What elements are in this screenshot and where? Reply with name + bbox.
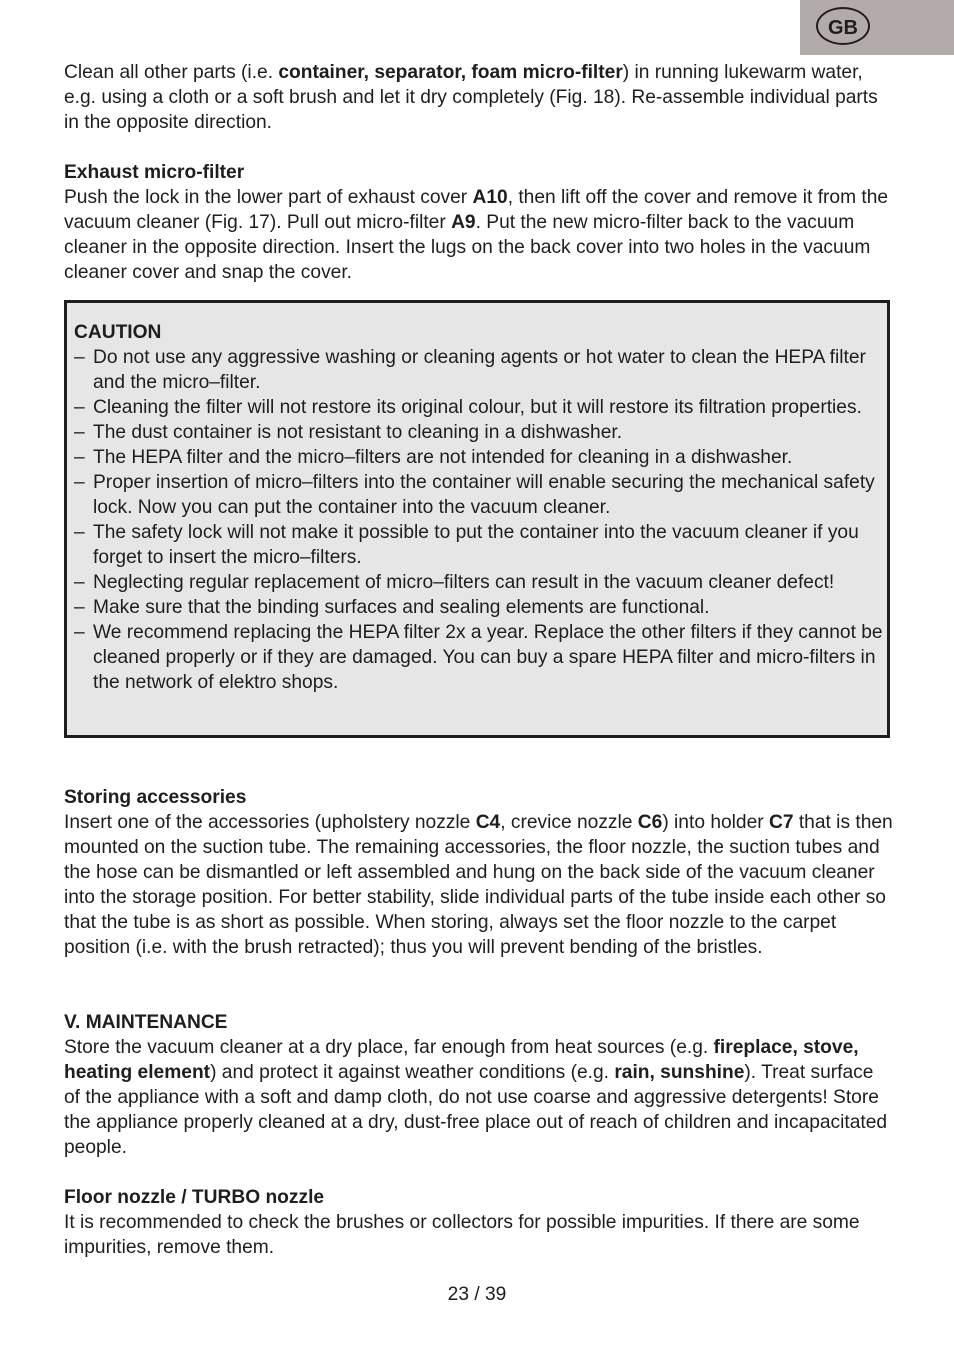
caution-list [74,345,887,695]
caution-item: – Make sure that the binding surfaces and sealing elements are functional. [74,595,887,620]
caution-item: – We recommend replacing the HEPA filter 2x a year. Replace the other filters if they cannot be cleaned properly or if they are damaged. You can buy a spare HEPA filter and micro-filters in the network of elektro shops. [74,620,887,695]
caution-item: – The dust container is not resistant to cleaning in a dishwasher. [74,420,887,445]
maintenance-section [64,1010,894,1160]
caution-item: – The safety lock will not make it possible to put the container into the vacuum cleaner if you forget to insert the micro–filters. [74,520,887,570]
intro-section [64,60,894,135]
maintenance-heading: V. MAINTENANCE [64,1012,228,1033]
nozzle-paragraph: It is recommended to check the brushes or collectors for possible impurities. If there are some impurities, remove them. [64,1212,860,1258]
storing-heading: Storing accessories [64,787,247,808]
caution-item: – Cleaning the filter will not restore its original colour, but it will restore its filtration properties. [74,395,887,420]
exhaust-section [64,160,894,285]
storing-paragraph: Insert one of the accessories (upholstery nozzle C4, crevice nozzle C6) into holder C7 that is then mounted on the suction tube. The remaining accessories, the floor nozzle, the suction tubes and the hose can be dismantled or left assembled and hung on the back side of the vacuum cleaner into the storage position. For better stability, slide individual parts of the tube inside each other so that the tube is as short as possible. When storing, always set the floor nozzle to the carpet position (i.e. with the brush retracted); thus you will prevent bending of the bristles. [64,812,893,958]
caution-item: – Neglecting regular replacement of micro–filters can result in the vacuum cleaner defect! [74,570,887,595]
caution-item: – Proper insertion of micro–filters into the container will enable securing the mechanical safety lock. Now you can put the container into the vacuum cleaner. [74,470,887,520]
intro-paragraph: Clean all other parts (i.e. container, separator, foam micro-filter) in running lukewarm water, e.g. using a cloth or a soft brush and let it dry completely (Fig. 18). Re-assemble individual parts in the opposite direction. [64,62,878,133]
exhaust-heading: Exhaust micro-filter [64,162,245,183]
caution-box [64,300,890,738]
language-badge: GB [816,7,870,45]
nozzle-heading: Floor nozzle / TURBO nozzle [64,1187,325,1208]
caution-item: – The HEPA filter and the micro–filters are not intended for cleaning in a dishwasher. [74,445,887,470]
storing-section [64,785,898,960]
language-tab [800,0,954,55]
caution-title: CAUTION [74,322,162,343]
nozzle-section [64,1185,894,1260]
maintenance-paragraph: Store the vacuum cleaner at a dry place, far enough from heat sources (e.g. fireplace, stove, heating element) and protect it against weather conditions (e.g. rain, sunshine). Treat surface of the appliance with a soft and damp cloth, do not use coarse and aggressive detergents! Store the appliance properly cleaned at a dry, dust-free place out of reach of children and incapacitated people. [64,1037,888,1158]
caution-item: – Do not use any aggressive washing or cleaning agents or hot water to clean the HEPA filter and the micro–filter. [74,345,887,395]
page-number: 23 / 39 [447,1284,507,1305]
exhaust-paragraph: Push the lock in the lower part of exhaust cover A10, then lift off the cover and remove it from the vacuum cleaner (Fig. 17). Pull out micro-filter A9. Put the new micro-filter back to the vacuum cleaner in the opposite direction. Insert the lugs on the back cover into two holes in the vacuum cleaner cover and snap the cover. [64,187,889,283]
